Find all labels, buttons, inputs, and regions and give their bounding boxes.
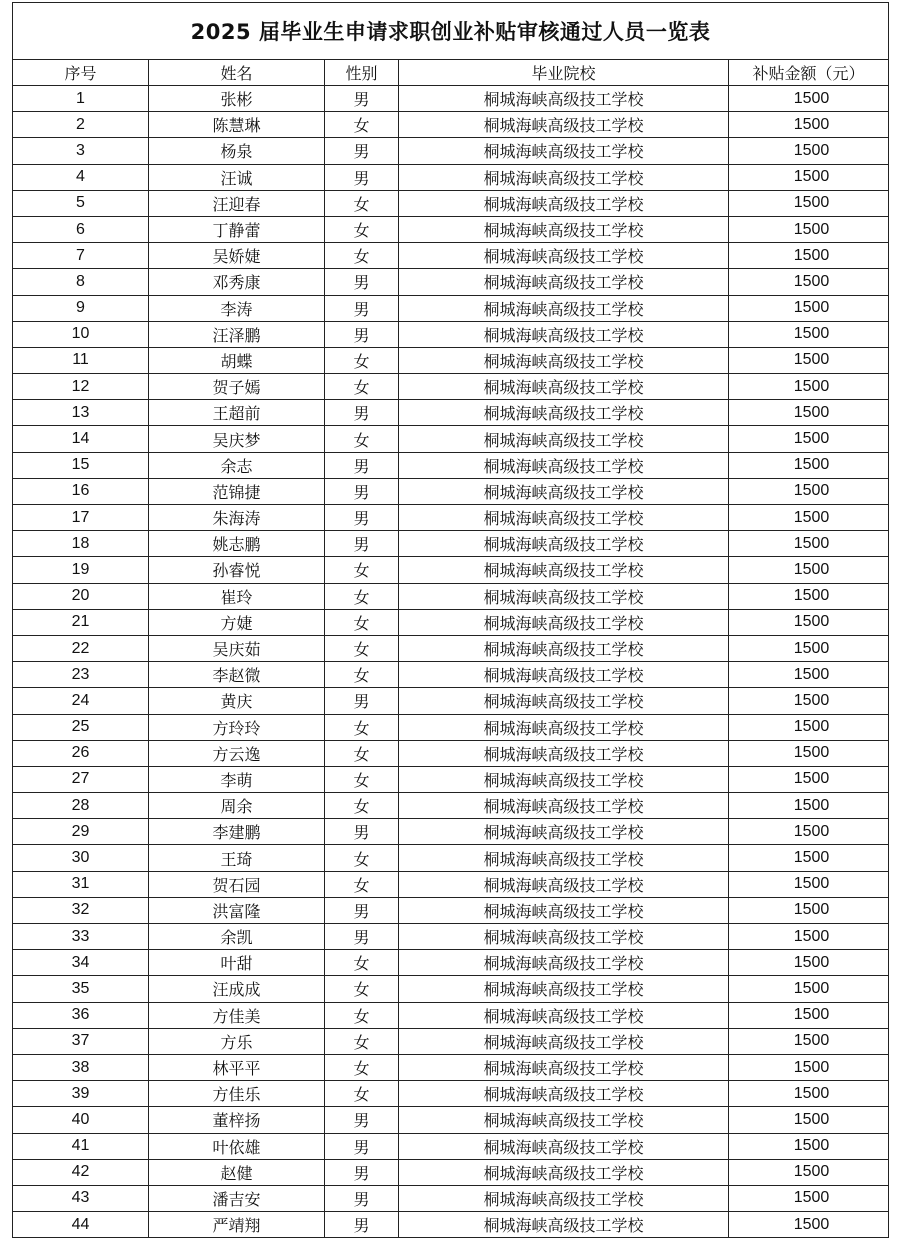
cell-amount: 1500	[729, 583, 889, 609]
cell-gender: 男	[325, 819, 399, 845]
cell-index: 20	[13, 583, 149, 609]
table-row	[13, 86, 889, 112]
cell-gender: 男	[325, 1107, 399, 1133]
cell-school: 桐城海峡高级技工学校	[399, 635, 729, 661]
cell-index: 23	[13, 662, 149, 688]
cell-amount: 1500	[729, 1028, 889, 1054]
cell-school: 桐城海峡高级技工学校	[399, 1133, 729, 1159]
cell-school: 桐城海峡高级技工学校	[399, 897, 729, 923]
cell-index: 21	[13, 609, 149, 635]
cell-school: 桐城海峡高级技工学校	[399, 190, 729, 216]
cell-index: 28	[13, 793, 149, 819]
cell-school: 桐城海峡高级技工学校	[399, 871, 729, 897]
cell-index: 2	[13, 112, 149, 138]
cell-index: 24	[13, 688, 149, 714]
cell-index: 35	[13, 976, 149, 1002]
cell-school: 桐城海峡高级技工学校	[399, 845, 729, 871]
cell-amount: 1500	[729, 295, 889, 321]
cell-gender: 男	[325, 295, 399, 321]
cell-school: 桐城海峡高级技工学校	[399, 714, 729, 740]
table-row	[13, 505, 889, 531]
cell-name: 洪富隆	[149, 897, 325, 923]
cell-gender: 男	[325, 452, 399, 478]
cell-gender: 女	[325, 243, 399, 269]
cell-amount: 1500	[729, 426, 889, 452]
table-row	[13, 819, 889, 845]
header-index: 序号	[13, 60, 149, 86]
table-row	[13, 478, 889, 504]
table-row	[13, 1002, 889, 1028]
table-row	[13, 1081, 889, 1107]
table-row	[13, 138, 889, 164]
header-amount: 补贴金额（元）	[729, 60, 889, 86]
cell-school: 桐城海峡高级技工学校	[399, 793, 729, 819]
cell-gender: 男	[325, 478, 399, 504]
cell-gender: 男	[325, 505, 399, 531]
cell-name: 李赵微	[149, 662, 325, 688]
cell-name: 余凯	[149, 924, 325, 950]
table-row	[13, 269, 889, 295]
table-row	[13, 216, 889, 242]
cell-school: 桐城海峡高级技工学校	[399, 112, 729, 138]
cell-name: 林平平	[149, 1054, 325, 1080]
cell-index: 26	[13, 740, 149, 766]
table-row	[13, 347, 889, 373]
cell-school: 桐城海峡高级技工学校	[399, 924, 729, 950]
table-row	[13, 531, 889, 557]
table-row	[13, 400, 889, 426]
cell-index: 18	[13, 531, 149, 557]
cell-gender: 女	[325, 347, 399, 373]
table-row	[13, 609, 889, 635]
cell-amount: 1500	[729, 1159, 889, 1185]
cell-school: 桐城海峡高级技工学校	[399, 740, 729, 766]
cell-school: 桐城海峡高级技工学校	[399, 557, 729, 583]
cell-amount: 1500	[729, 897, 889, 923]
cell-amount: 1500	[729, 1081, 889, 1107]
cell-gender: 女	[325, 374, 399, 400]
table-row	[13, 793, 889, 819]
table-row	[13, 452, 889, 478]
cell-index: 9	[13, 295, 149, 321]
cell-amount: 1500	[729, 1107, 889, 1133]
table-row	[13, 740, 889, 766]
cell-index: 30	[13, 845, 149, 871]
table-row	[13, 164, 889, 190]
cell-index: 16	[13, 478, 149, 504]
cell-name: 吴庆茹	[149, 635, 325, 661]
cell-name: 方佳乐	[149, 1081, 325, 1107]
table-row	[13, 1133, 889, 1159]
cell-index: 29	[13, 819, 149, 845]
cell-index: 41	[13, 1133, 149, 1159]
table-row	[13, 714, 889, 740]
cell-amount: 1500	[729, 269, 889, 295]
cell-gender: 女	[325, 976, 399, 1002]
cell-amount: 1500	[729, 976, 889, 1002]
cell-index: 19	[13, 557, 149, 583]
cell-name: 吴娇婕	[149, 243, 325, 269]
cell-index: 5	[13, 190, 149, 216]
cell-gender: 男	[325, 924, 399, 950]
cell-name: 黄庆	[149, 688, 325, 714]
cell-school: 桐城海峡高级技工学校	[399, 976, 729, 1002]
cell-index: 43	[13, 1185, 149, 1211]
cell-index: 8	[13, 269, 149, 295]
cell-name: 方玲玲	[149, 714, 325, 740]
cell-name: 李建鹏	[149, 819, 325, 845]
cell-index: 22	[13, 635, 149, 661]
cell-amount: 1500	[729, 86, 889, 112]
cell-amount: 1500	[729, 1054, 889, 1080]
cell-school: 桐城海峡高级技工学校	[399, 452, 729, 478]
cell-index: 4	[13, 164, 149, 190]
cell-index: 31	[13, 871, 149, 897]
cell-gender: 女	[325, 871, 399, 897]
cell-amount: 1500	[729, 1212, 889, 1238]
cell-school: 桐城海峡高级技工学校	[399, 347, 729, 373]
cell-amount: 1500	[729, 950, 889, 976]
cell-name: 朱海涛	[149, 505, 325, 531]
cell-name: 姚志鹏	[149, 531, 325, 557]
cell-gender: 女	[325, 766, 399, 792]
header-school: 毕业院校	[399, 60, 729, 86]
table-row	[13, 766, 889, 792]
cell-name: 方佳美	[149, 1002, 325, 1028]
cell-amount: 1500	[729, 740, 889, 766]
cell-school: 桐城海峡高级技工学校	[399, 1159, 729, 1185]
cell-gender: 女	[325, 112, 399, 138]
cell-amount: 1500	[729, 112, 889, 138]
cell-name: 吴庆梦	[149, 426, 325, 452]
cell-amount: 1500	[729, 819, 889, 845]
table-row	[13, 662, 889, 688]
cell-school: 桐城海峡高级技工学校	[399, 1107, 729, 1133]
cell-gender: 男	[325, 86, 399, 112]
table-row	[13, 635, 889, 661]
cell-name: 汪迎春	[149, 190, 325, 216]
cell-amount: 1500	[729, 478, 889, 504]
cell-index: 33	[13, 924, 149, 950]
cell-amount: 1500	[729, 1185, 889, 1211]
table-row	[13, 1028, 889, 1054]
cell-school: 桐城海峡高级技工学校	[399, 426, 729, 452]
table-header-row	[13, 60, 889, 86]
cell-name: 杨泉	[149, 138, 325, 164]
subsidy-list-document	[12, 2, 888, 1238]
cell-gender: 女	[325, 845, 399, 871]
cell-index: 7	[13, 243, 149, 269]
cell-gender: 女	[325, 1081, 399, 1107]
cell-gender: 男	[325, 138, 399, 164]
cell-school: 桐城海峡高级技工学校	[399, 400, 729, 426]
cell-amount: 1500	[729, 871, 889, 897]
cell-name: 孙睿悦	[149, 557, 325, 583]
cell-gender: 女	[325, 740, 399, 766]
table-row	[13, 426, 889, 452]
cell-name: 王琦	[149, 845, 325, 871]
cell-school: 桐城海峡高级技工学校	[399, 531, 729, 557]
table-row	[13, 583, 889, 609]
cell-index: 13	[13, 400, 149, 426]
cell-name: 董梓扬	[149, 1107, 325, 1133]
cell-index: 15	[13, 452, 149, 478]
cell-amount: 1500	[729, 138, 889, 164]
cell-gender: 男	[325, 1212, 399, 1238]
cell-name: 范锦捷	[149, 478, 325, 504]
table-row	[13, 688, 889, 714]
cell-school: 桐城海峡高级技工学校	[399, 374, 729, 400]
cell-school: 桐城海峡高级技工学校	[399, 1212, 729, 1238]
cell-school: 桐城海峡高级技工学校	[399, 609, 729, 635]
cell-gender: 女	[325, 1002, 399, 1028]
cell-gender: 男	[325, 400, 399, 426]
cell-school: 桐城海峡高级技工学校	[399, 86, 729, 112]
cell-index: 1	[13, 86, 149, 112]
cell-gender: 女	[325, 793, 399, 819]
cell-index: 17	[13, 505, 149, 531]
cell-index: 6	[13, 216, 149, 242]
cell-gender: 女	[325, 426, 399, 452]
cell-amount: 1500	[729, 845, 889, 871]
cell-index: 32	[13, 897, 149, 923]
cell-gender: 女	[325, 635, 399, 661]
cell-amount: 1500	[729, 321, 889, 347]
table-body	[13, 86, 889, 1238]
cell-amount: 1500	[729, 243, 889, 269]
cell-school: 桐城海峡高级技工学校	[399, 662, 729, 688]
cell-index: 38	[13, 1054, 149, 1080]
cell-amount: 1500	[729, 190, 889, 216]
cell-gender: 女	[325, 557, 399, 583]
cell-name: 崔玲	[149, 583, 325, 609]
cell-gender: 男	[325, 897, 399, 923]
cell-school: 桐城海峡高级技工学校	[399, 138, 729, 164]
cell-school: 桐城海峡高级技工学校	[399, 505, 729, 531]
cell-school: 桐城海峡高级技工学校	[399, 1185, 729, 1211]
table-row	[13, 871, 889, 897]
cell-name: 胡蝶	[149, 347, 325, 373]
cell-gender: 男	[325, 321, 399, 347]
table-row	[13, 1159, 889, 1185]
cell-gender: 女	[325, 609, 399, 635]
table-row	[13, 976, 889, 1002]
table-row	[13, 190, 889, 216]
cell-gender: 女	[325, 190, 399, 216]
cell-index: 34	[13, 950, 149, 976]
cell-amount: 1500	[729, 531, 889, 557]
cell-name: 叶甜	[149, 950, 325, 976]
cell-index: 12	[13, 374, 149, 400]
cell-name: 汪泽鹏	[149, 321, 325, 347]
cell-gender: 男	[325, 1185, 399, 1211]
cell-name: 潘吉安	[149, 1185, 325, 1211]
cell-gender: 男	[325, 269, 399, 295]
cell-amount: 1500	[729, 452, 889, 478]
header-gender: 性别	[325, 60, 399, 86]
table-row	[13, 950, 889, 976]
cell-amount: 1500	[729, 924, 889, 950]
document-title: 2025 届毕业生申请求职创业补贴审核通过人员一览表	[13, 3, 889, 60]
cell-gender: 女	[325, 1028, 399, 1054]
cell-school: 桐城海峡高级技工学校	[399, 1002, 729, 1028]
cell-school: 桐城海峡高级技工学校	[399, 766, 729, 792]
cell-amount: 1500	[729, 714, 889, 740]
cell-index: 3	[13, 138, 149, 164]
cell-index: 14	[13, 426, 149, 452]
cell-amount: 1500	[729, 635, 889, 661]
cell-school: 桐城海峡高级技工学校	[399, 321, 729, 347]
cell-amount: 1500	[729, 374, 889, 400]
cell-amount: 1500	[729, 557, 889, 583]
cell-gender: 女	[325, 662, 399, 688]
cell-name: 方乐	[149, 1028, 325, 1054]
table-row	[13, 1054, 889, 1080]
cell-index: 36	[13, 1002, 149, 1028]
cell-gender: 女	[325, 216, 399, 242]
cell-index: 44	[13, 1212, 149, 1238]
cell-name: 汪成成	[149, 976, 325, 1002]
cell-name: 李萌	[149, 766, 325, 792]
cell-school: 桐城海峡高级技工学校	[399, 295, 729, 321]
cell-name: 贺子嫣	[149, 374, 325, 400]
cell-name: 贺石园	[149, 871, 325, 897]
cell-amount: 1500	[729, 1002, 889, 1028]
cell-gender: 男	[325, 688, 399, 714]
subsidy-table	[12, 2, 889, 1238]
cell-school: 桐城海峡高级技工学校	[399, 478, 729, 504]
table-row	[13, 845, 889, 871]
table-row	[13, 1107, 889, 1133]
cell-school: 桐城海峡高级技工学校	[399, 1028, 729, 1054]
cell-index: 10	[13, 321, 149, 347]
cell-name: 方婕	[149, 609, 325, 635]
table-row	[13, 924, 889, 950]
cell-name: 张彬	[149, 86, 325, 112]
cell-name: 严靖翔	[149, 1212, 325, 1238]
cell-gender: 男	[325, 1159, 399, 1185]
cell-gender: 男	[325, 531, 399, 557]
cell-amount: 1500	[729, 609, 889, 635]
cell-name: 丁静蕾	[149, 216, 325, 242]
cell-index: 40	[13, 1107, 149, 1133]
table-row	[13, 897, 889, 923]
cell-name: 方云逸	[149, 740, 325, 766]
cell-index: 39	[13, 1081, 149, 1107]
cell-name: 赵健	[149, 1159, 325, 1185]
cell-school: 桐城海峡高级技工学校	[399, 269, 729, 295]
cell-gender: 男	[325, 164, 399, 190]
cell-school: 桐城海峡高级技工学校	[399, 583, 729, 609]
cell-name: 叶依雄	[149, 1133, 325, 1159]
cell-index: 42	[13, 1159, 149, 1185]
table-row	[13, 321, 889, 347]
cell-gender: 女	[325, 1054, 399, 1080]
cell-school: 桐城海峡高级技工学校	[399, 216, 729, 242]
cell-school: 桐城海峡高级技工学校	[399, 1081, 729, 1107]
cell-amount: 1500	[729, 688, 889, 714]
table-row	[13, 557, 889, 583]
cell-gender: 男	[325, 1133, 399, 1159]
cell-amount: 1500	[729, 766, 889, 792]
cell-index: 27	[13, 766, 149, 792]
cell-index: 37	[13, 1028, 149, 1054]
table-row	[13, 374, 889, 400]
cell-name: 李涛	[149, 295, 325, 321]
table-row	[13, 1185, 889, 1211]
cell-amount: 1500	[729, 400, 889, 426]
cell-school: 桐城海峡高级技工学校	[399, 950, 729, 976]
cell-school: 桐城海峡高级技工学校	[399, 164, 729, 190]
cell-school: 桐城海峡高级技工学校	[399, 819, 729, 845]
cell-amount: 1500	[729, 505, 889, 531]
cell-gender: 女	[325, 583, 399, 609]
cell-school: 桐城海峡高级技工学校	[399, 1054, 729, 1080]
cell-name: 王超前	[149, 400, 325, 426]
table-row	[13, 112, 889, 138]
table-row	[13, 243, 889, 269]
cell-gender: 女	[325, 950, 399, 976]
table-row	[13, 1212, 889, 1238]
cell-name: 陈慧琳	[149, 112, 325, 138]
cell-amount: 1500	[729, 662, 889, 688]
cell-amount: 1500	[729, 216, 889, 242]
cell-amount: 1500	[729, 1133, 889, 1159]
cell-name: 汪诚	[149, 164, 325, 190]
cell-gender: 女	[325, 714, 399, 740]
cell-index: 25	[13, 714, 149, 740]
cell-name: 邓秀康	[149, 269, 325, 295]
cell-amount: 1500	[729, 793, 889, 819]
cell-name: 余志	[149, 452, 325, 478]
header-name: 姓名	[149, 60, 325, 86]
cell-name: 周余	[149, 793, 325, 819]
cell-index: 11	[13, 347, 149, 373]
cell-amount: 1500	[729, 347, 889, 373]
cell-amount: 1500	[729, 164, 889, 190]
cell-school: 桐城海峡高级技工学校	[399, 688, 729, 714]
table-row	[13, 295, 889, 321]
cell-school: 桐城海峡高级技工学校	[399, 243, 729, 269]
